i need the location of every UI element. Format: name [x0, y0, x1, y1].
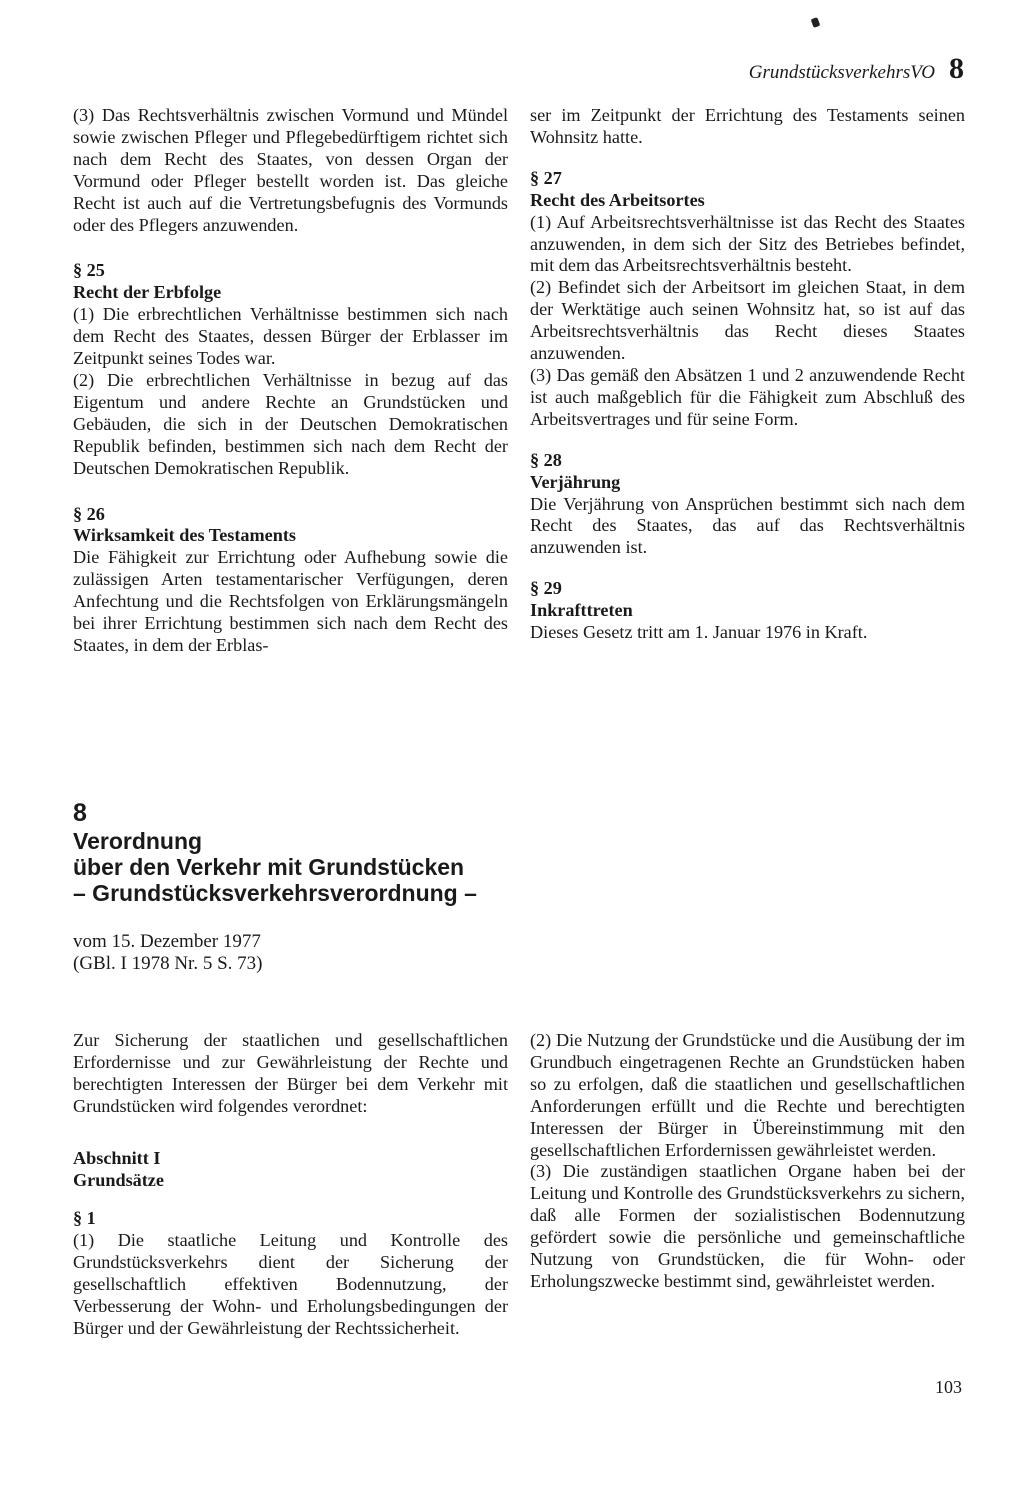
section-26: [73, 504, 508, 657]
section-title: Wirksamkeit des Testaments: [73, 525, 296, 546]
paragraph: (3) Die zuständigen staatlichen Organe haben bei der Leitung und Kontrolle des Grundstücksverkehrs zu sichern, daß alle Formen der sozialistischen Bodennutzung gefördert sowie die persönliche und gemeinschaftliche Nutzung von Grundstücken, die für Wohn- oder Erholungszwecke bestimmt sind, gewährleistet werden.: [530, 1161, 965, 1291]
ordinance-dates: [73, 931, 262, 975]
section-25: [73, 260, 508, 479]
paragraph: (1) Auf Arbeitsrechtsverhältnisse ist das Recht des Staates anzuwenden, in dem sich der Sitz des Betriebes befindet, mit dem das Arbeitsrechtsverhältnis besteht.: [530, 211, 965, 276]
section-29: [530, 578, 965, 644]
section-number: § 27: [530, 167, 562, 188]
section-number: § 29: [530, 578, 562, 599]
ordinance-date: vom 15. Dezember 1977: [73, 931, 261, 952]
section-title: Recht des Arbeitsortes: [530, 189, 705, 210]
ordinance-title-line3: – Grundstücksverkehrsverordnung –: [73, 880, 477, 906]
paragraph: (1) Die staatliche Leitung und Kontrolle des Grundstücksverkehrs dient der Sicherung der gesellschaftlich effektiven Bodennutzung, der Verbesserung der Wohn- und Erholungsbedingungen der Bürger und der Gewährleistung der Rechtssicherheit.: [73, 1230, 508, 1338]
paragraph: Die Fähigkeit zur Errichtung oder Aufhebung sowie die zulässigen Arten testamentarischer Verfügungen, deren Anfechtung und die Rechtsfolgen von Erklärungsmängeln bei ihrer Errichtung bestimmen sich nach dem Recht des Staates, in dem der Erblas-: [73, 547, 508, 655]
ordinance-source: (GBl. I 1978 Nr. 5 S. 73): [73, 953, 263, 974]
lower-left-column: [73, 1030, 508, 1340]
upper-left-column: [73, 105, 508, 657]
section-title: Recht der Erbfolge: [73, 282, 222, 303]
part-label: Abschnitt I: [73, 1147, 161, 1168]
preamble: Zur Sicherung der staatlichen und gesellschaftlichen Erfordernisse und zur Gewährleistung der Rechte und berechtigten Interessen der Bürger bei dem Verkehr mit Grundstücken wird folgendes verordnet:: [73, 1030, 508, 1116]
section-27: [530, 168, 965, 431]
ordinance-title-line2: über den Verkehr mit Grundstücken: [73, 854, 465, 880]
paragraph-continued: ser im Zeitpunkt der Errichtung des Testaments seinen Wohnsitz hatte.: [530, 105, 965, 147]
paragraph: (1) Die erbrechtlichen Verhältnisse bestimmen sich nach dem Recht des Staates, dessen Bürger der Erblasser im Zeitpunkt seines Todes war.: [73, 304, 508, 369]
part-title: Grundsätze: [73, 1169, 164, 1190]
scan-mark: [811, 17, 821, 28]
section-number: § 1: [73, 1208, 96, 1229]
paragraph: (2) Befindet sich der Arbeitsort im gleichen Staat, in dem der Werktätige auch seinen Wohnsitz hat, so ist auf das Arbeitsrechtsverhältnis das Recht dieses Staates anzuwenden.: [530, 277, 965, 364]
running-header-title: GrundstücksverkehrsVO: [748, 62, 935, 83]
section-1: [73, 1208, 508, 1339]
section-number: § 28: [530, 449, 562, 470]
section-title: Inkrafttreten: [530, 600, 633, 621]
paragraph: (2) Die Nutzung der Grundstücke und die Ausübung der im Grundbuch eingetragenen Rechte an Grundstücken haben so zu erfolgen, daß die staatlichen und gesellschaftlichen Anforderungen erfüllt und die Rechte und berechtigten Interessen der Bürger in Übereinstimmung mit den gesellschaftlichen Erfordernissen gewährleistet werden.: [530, 1030, 965, 1160]
section-28: [530, 450, 965, 560]
upper-right-column: [530, 105, 965, 644]
section-title: Verjährung: [530, 471, 621, 492]
page-number: 103: [935, 1377, 962, 1397]
paragraph: Dieses Gesetz tritt am 1. Januar 1976 in Kraft.: [530, 622, 868, 643]
section-number: § 25: [73, 260, 105, 281]
running-header: [749, 52, 964, 86]
ordinance-number: 8: [73, 799, 87, 827]
part-heading: [73, 1148, 508, 1192]
paragraph: (2) Die erbrechtlichen Verhältnisse in bezug auf das Eigentum und andere Rechte an Grundstücken und Gebäuden, die sich in der Deutschen Demokratischen Republik befinden, bestimmen sich nach dem Recht der Deutschen Demokratischen Republik.: [73, 369, 508, 478]
running-header-number: 8: [949, 52, 964, 85]
paragraph: Die Verjährung von Ansprüchen bestimmt sich nach dem Recht des Staates, das auf das Rechtsverhältnis anzuwenden ist.: [530, 493, 965, 558]
ordinance-title-line1: Verordnung: [73, 828, 203, 854]
paragraph: (3) Das gemäß den Absätzen 1 und 2 anzuwendende Recht ist auch maßgeblich für die Fähigkeit zum Abschluß des Arbeitsvertrages und für seine Form.: [530, 364, 965, 429]
section-number: § 26: [73, 503, 105, 524]
ordinance-heading: [73, 800, 953, 906]
lower-right-column: [530, 1030, 965, 1293]
paragraph-24-3: (3) Das Rechtsverhältnis zwischen Vormund und Mündel sowie zwischen Pfleger und Pflegebedürftigem richtet sich nach dem Recht des Staates, von dessen Organ der Vormund oder Pfleger bestellt worden ist. Das gleiche Recht ist auch auf die Vertretungsbefugnis des Vormunds oder des Pflegers anzuwenden.: [73, 105, 508, 235]
